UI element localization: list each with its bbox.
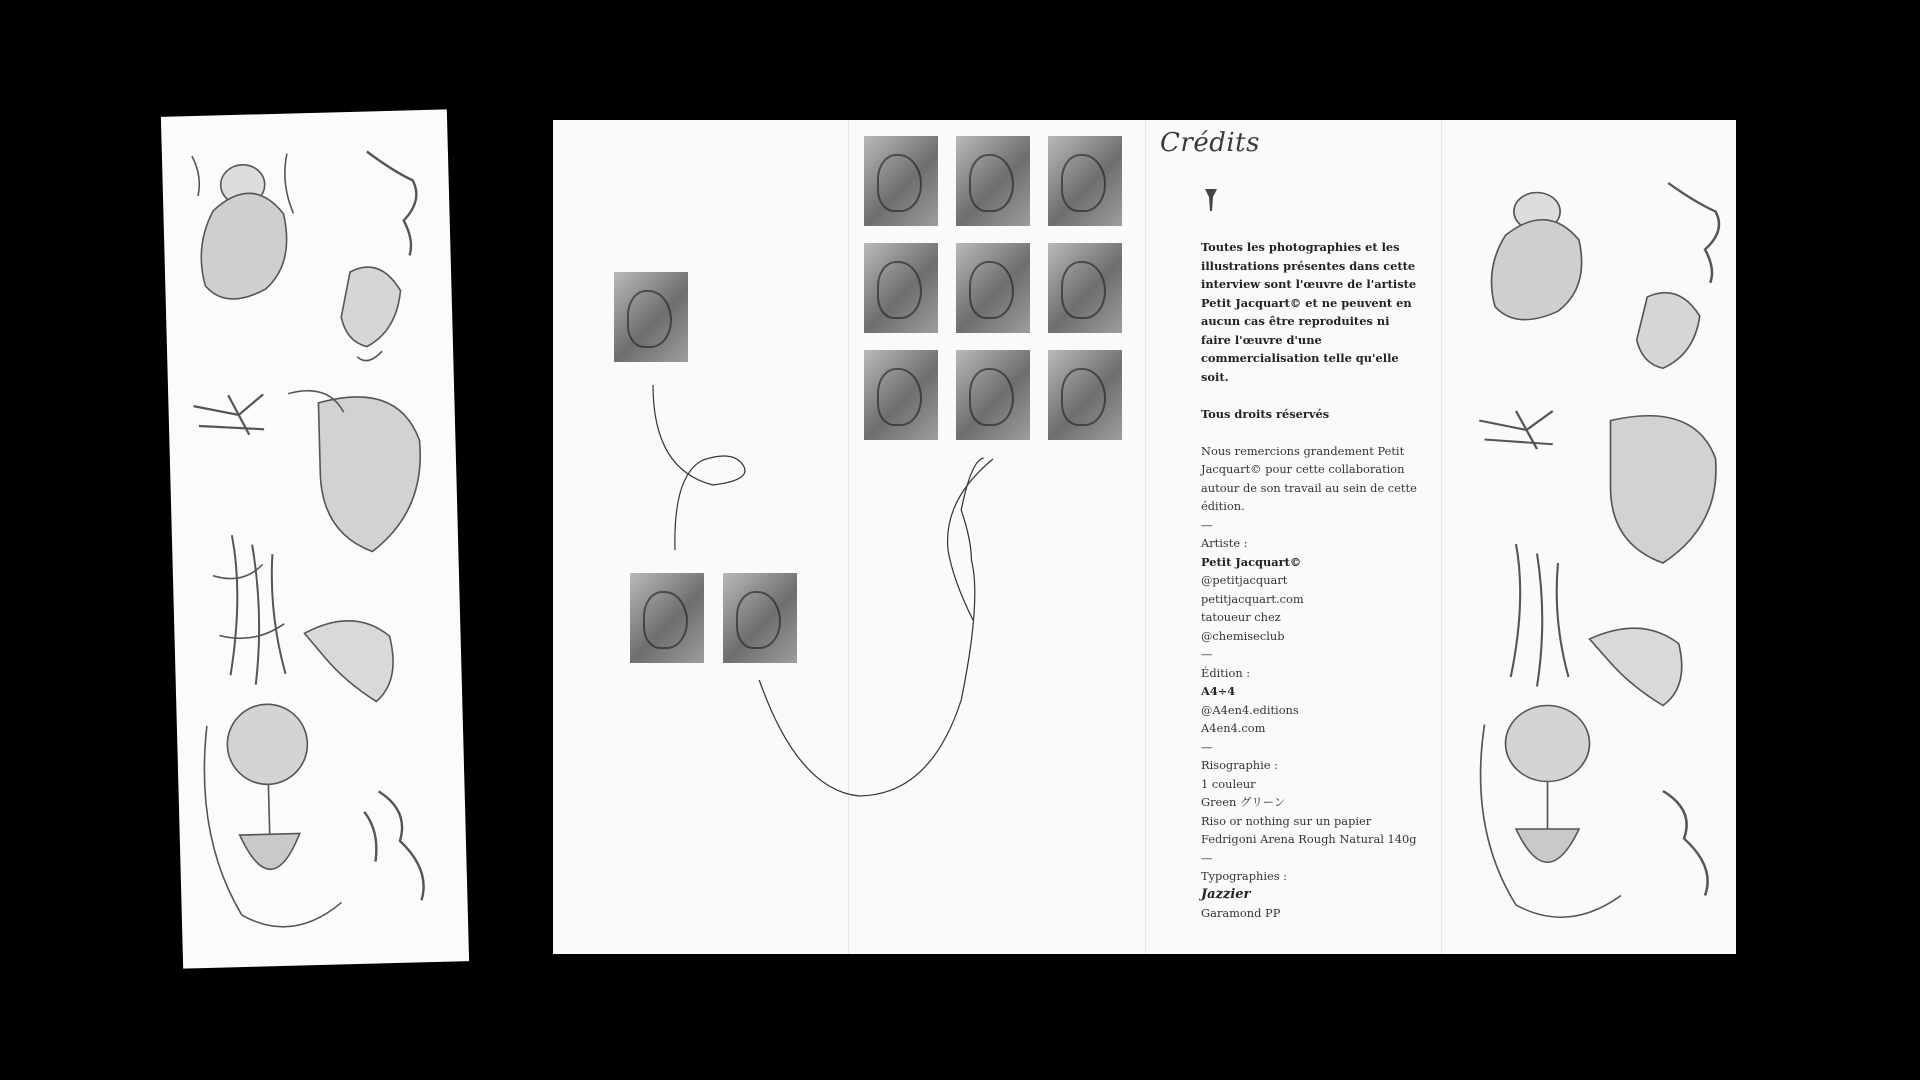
edition-handle: @A4en4.editions <box>1201 702 1299 717</box>
artist-name: Petit Jacquart© <box>1201 554 1302 569</box>
riso-label: Risographie : <box>1201 758 1278 772</box>
riso-paper-1: Riso or nothing sur un papier <box>1201 813 1372 828</box>
photo-grid-1 <box>864 136 938 226</box>
credits-rights: Tous droits réservés <box>1201 406 1330 421</box>
illustration-thorns <box>193 394 264 436</box>
illustration-bird-1 <box>340 266 402 361</box>
pin-icon <box>1203 185 1219 215</box>
photo-grid-7 <box>864 350 938 440</box>
curve-loop <box>653 385 745 550</box>
artist-label: Artiste : <box>1201 536 1248 550</box>
riso-colors: 1 couleur <box>1201 776 1256 791</box>
credits-thanks: Nous remercions grandement Petit Jacquart© pour cette collaboration autour de son travail au sein de cette édition. <box>1201 443 1417 513</box>
edition-site: A4en4.com <box>1201 721 1266 735</box>
illustration-leaves <box>212 534 286 686</box>
edition-label: Édition : <box>1201 665 1251 680</box>
separator: — <box>1201 517 1213 532</box>
illustration-figure <box>192 153 296 299</box>
photo-grid-8 <box>956 350 1030 440</box>
photo-grid-4 <box>864 243 938 333</box>
photo-grid-2 <box>956 136 1030 226</box>
typo-label: Typographies : <box>1201 869 1288 883</box>
illustration-fish <box>288 388 423 554</box>
separator: — <box>1201 850 1213 865</box>
photo-tattoo-arm <box>723 573 797 663</box>
credits-block <box>1201 238 1421 923</box>
separator: — <box>1201 647 1213 661</box>
artist-handle: @petitjacquart <box>1201 573 1288 587</box>
bookmark-card <box>161 109 469 968</box>
photo-grid-3 <box>1048 136 1122 226</box>
artist-site: petitjacquart.com <box>1201 591 1304 606</box>
riso-paper-2: Fedrigoni Arena Rough Natural 140g <box>1201 832 1417 846</box>
typo-jazzier: Jazzier <box>1201 886 1251 902</box>
photo-grid-5 <box>956 243 1030 333</box>
artist-role: tatoueur chez <box>1201 610 1281 624</box>
photo-tattoo-wrist <box>614 272 688 362</box>
illustrations-panel <box>1441 120 1736 954</box>
riso-green: Green グリーン <box>1201 795 1286 809</box>
illustrations-column <box>161 109 469 968</box>
photo-tattoo-ankle <box>630 573 704 663</box>
edition-name: A4÷4 <box>1201 684 1236 698</box>
illustration-bird-2 <box>304 620 394 704</box>
illustration-flower <box>203 702 343 928</box>
typo-garamond: Garamond PP <box>1201 906 1281 920</box>
photo-grid-9 <box>1048 350 1122 440</box>
illustration-tribal-2 <box>364 790 424 901</box>
zine-sheet <box>553 120 1736 954</box>
artist-studio: @chemiseclub <box>1201 628 1285 643</box>
credits-intro: Toutes les photographies et les illustrations présentes dans cette interview sont l'œuvre de l'artiste Petit Jacquart© et ne peuvent en aucun cas être reproduites ni faire l'œuvre d'une commercialisation telle qu'elle soit. <box>1201 240 1417 384</box>
photo-grid-6 <box>1048 243 1122 333</box>
credits-title: Crédits <box>1160 128 1260 158</box>
illustration-tribal-1 <box>367 150 418 256</box>
separator: — <box>1201 739 1213 754</box>
